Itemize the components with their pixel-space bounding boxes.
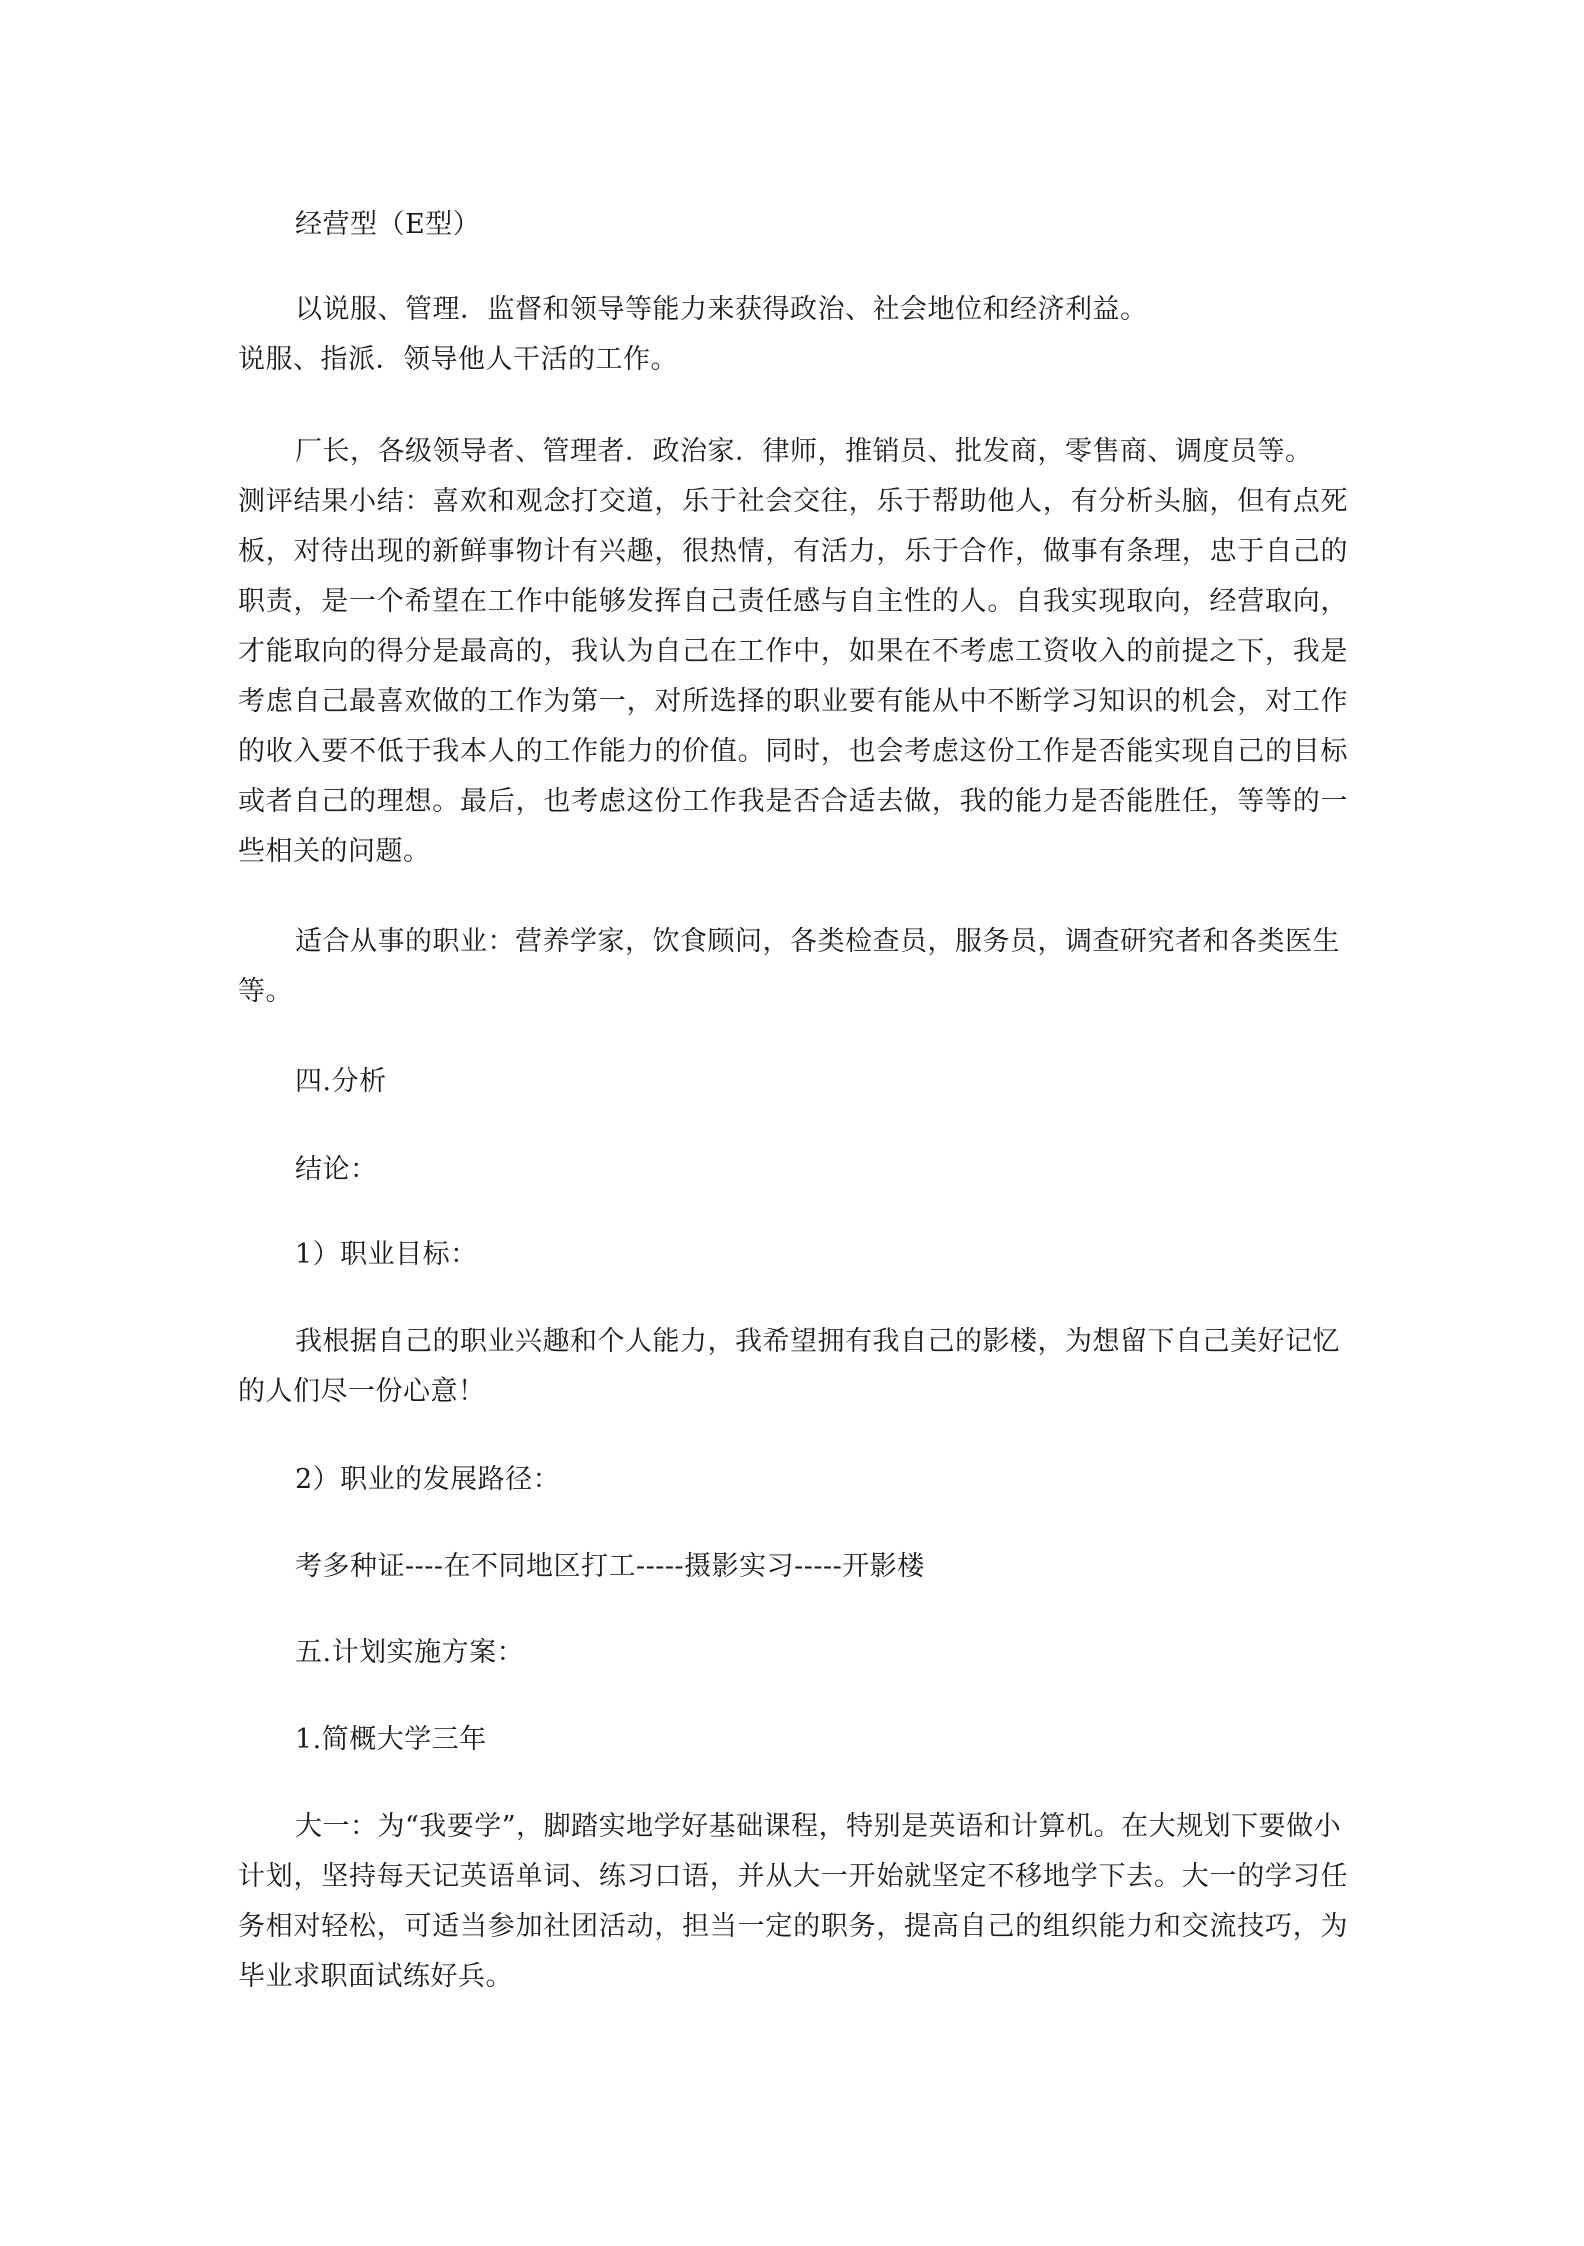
paragraph-line: 大一：为“我要学”，脚踏实地学好基础课程，特别是英语和计算机。在大规划下要做小	[295, 1811, 1342, 1842]
paragraph-line: 等。	[238, 976, 293, 1007]
heading-analysis: 四.分析	[295, 1066, 387, 1097]
paragraph-line: 毕业求职面试练好兵。	[238, 1961, 513, 1992]
paragraph-line: 些相关的问题。	[238, 836, 431, 867]
paragraph-line: 板，对待出现的新鲜事物计有兴趣，很热情，有活力，乐于合作，做事有条理，忠于自己的	[238, 536, 1348, 567]
heading-enterprising-type: 经营型（E型）	[295, 209, 481, 240]
paragraph-line: 务相对轻松，可适当参加社团活动，担当一定的职务，提高自己的组织能力和交流技巧，为	[238, 1911, 1348, 1942]
paragraph-line: 我根据自己的职业兴趣和个人能力，我希望拥有我自己的影楼，为想留下自己美好记忆	[295, 1326, 1340, 1357]
heading-career-path: 2）职业的发展路径：	[295, 1464, 561, 1495]
paragraph-line: 考虑自己最喜欢做的工作为第一，对所选择的职业要有能从中不断学习知识的机会，对工作	[238, 686, 1348, 717]
heading-university-overview: 1.简概大学三年	[295, 1724, 487, 1755]
heading-career-goal: 1）职业目标：	[295, 1239, 478, 1270]
paragraph-line: 以说服、管理．监督和领导等能力来获得政治、社会地位和经济利益。	[295, 294, 1148, 325]
career-path-line: 考多种证----在不同地区打工-----摄影实习-----开影楼	[295, 1551, 925, 1582]
heading-conclusion: 结论：	[295, 1154, 378, 1185]
paragraph-line: 适合从事的职业：营养学家，饮食顾问，各类检查员，服务员，调查研究者和各类医生	[295, 926, 1340, 957]
paragraph-line: 厂长，各级领导者、管理者．政治家．律师，推销员、批发商，零售商、调度员等。	[295, 436, 1313, 467]
paragraph-line: 才能取向的得分是最高的，我认为自己在工作中，如果在不考虑工资收入的前提之下，我是	[238, 636, 1348, 667]
paragraph-line: 的收入要不低于我本人的工作能力的价值。同时，也会考虑这份工作是否能实现自己的目标	[238, 736, 1348, 767]
paragraph-line: 职责，是一个希望在工作中能够发挥自己责任感与自主性的人。自我实现取向，经营取向，	[238, 586, 1348, 617]
paragraph-line: 或者自己的理想。最后，也考虑这份工作我是否合适去做，我的能力是否能胜任，等等的一	[238, 786, 1348, 817]
paragraph-line: 测评结果小结：喜欢和观念打交道，乐于社会交往，乐于帮助他人，有分析头脑，但有点死	[238, 486, 1348, 517]
paragraph-line: 说服、指派．领导他人干活的工作。	[238, 344, 678, 375]
heading-implementation-plan: 五.计划实施方案：	[295, 1637, 525, 1668]
paragraph-line: 计划，坚持每天记英语单词、练习口语，并从大一开始就坚定不移地学下去。大一的学习任	[238, 1861, 1348, 1892]
paragraph-line: 的人们尽一份心意！	[238, 1376, 486, 1407]
